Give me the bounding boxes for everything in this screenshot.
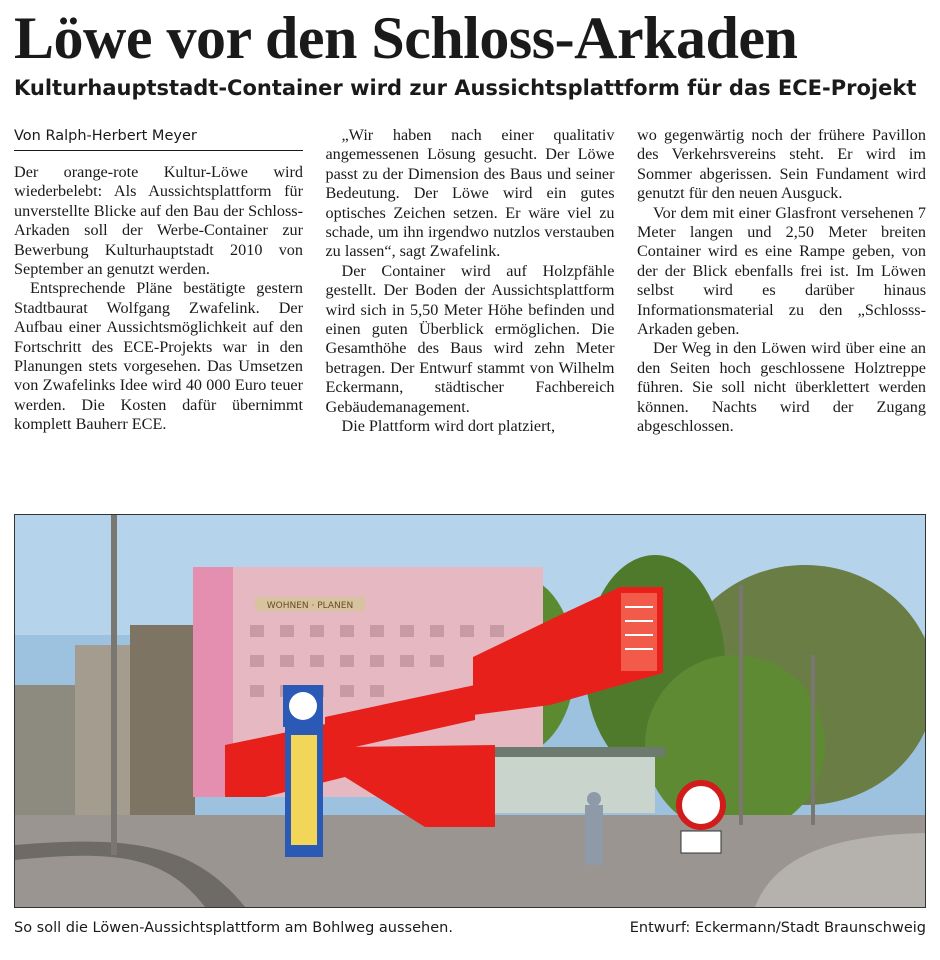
- traffic-pole: [811, 655, 815, 825]
- paragraph-3: „Wir haben nach einer qualitativ angemessenen Lösung gesucht. Der Löwe passt zu der Dimension des Baus und seiner Bedeutung. Der Löwe wird ein gutes optisches Zeichen setzen. Er wäre viel zu schade, um ihn irgendwo nutzlos verstauben zu lassen“, sagt Zwafelink.: [325, 126, 615, 261]
- container-glass-front: [621, 593, 657, 671]
- photo-credit: Entwurf: Eckermann/Stadt Braunschweig: [629, 920, 926, 936]
- photo-caption-row: [14, 918, 926, 938]
- paragraph-2: Entsprechende Pläne bestätigte gestern Stadtbaurat Wolfgang Zwafelink. Der Aufbau einer Aussichtsmöglichkeit auf den Fortschritt des ECE-Projekts war in den Planungen stets vorgesehen. Das Umsetzen von Zwafelinks Idee wird 40 000 Euro teuer werden. Die Kosten dafür übernimmt komplett Bauherr ECE.: [14, 279, 303, 434]
- article-column-1: [14, 126, 303, 486]
- pedestrian: [585, 805, 603, 865]
- article-photo: [14, 514, 926, 908]
- headline: Löwe vor den Schloss-Arkaden: [14, 5, 798, 71]
- byline: Von Ralph-Herbert Meyer: [14, 126, 303, 151]
- paragraph-5-end: wo gegenwärtig noch der frühere Pavillon des Verkehrsvereins steht. Er wird im Sommer abgerissen. Sein Fundament wird genutzt für den neuen Ausguck.: [637, 126, 926, 203]
- street-lamp: [739, 585, 743, 825]
- building-sign: WOHNEN · PLANEN: [266, 601, 354, 611]
- paragraph-4: Der Container wird auf Holzpfähle gestellt. Der Boden der Aussichtsplattform wird sich in 5,50 Meter Höhe befinden und einen guten Überblick ermöglichen. Die Gesamthöhe des Baus wird zehn Meter betragen. Der Entwurf stammt von Wilhelm Eckermann, städtischer Fachbereich Gebäudemanagement.: [325, 261, 615, 416]
- article-column-2: [326, 126, 615, 486]
- photo-montage-illustration: [15, 515, 925, 907]
- pedestrian-head: [587, 792, 601, 806]
- pillar-poster: [291, 735, 317, 845]
- paragraph-1: Der orange-rote Kultur-Löwe wird wiederbelebt: Als Aussichtsplattform für unverstellte Blicke auf den Bau der Schloss-Arkaden soll der Werbe-Container zur Bewerbung Kulturhauptstadt 2010 von September an genutzt werden.: [14, 163, 303, 279]
- traffic-sign-plate: [681, 831, 721, 853]
- paragraph-6: Vor dem mit einer Glasfront versehenen 7 Meter langen und 2,50 Meter breiten Container wird es eine Rampe geben, von der der Blick ebenfalls frei ist. Im Löwen selbst wird es darüber hinaus Informationsmaterial zu den „Schlosss-Arkaden geben.: [637, 203, 926, 339]
- clock-face: [289, 692, 317, 720]
- tree-lower: [645, 655, 825, 835]
- subheadline: Kulturhauptstadt-Container wird zur Aussichtsplattform für das ECE-Projekt: [14, 76, 917, 100]
- paragraph-5-start: Die Plattform wird dort platziert,: [341, 417, 556, 436]
- traffic-sign: [679, 783, 723, 827]
- utility-pole: [111, 515, 117, 855]
- article-body: [14, 126, 926, 486]
- article-column-3: [637, 126, 926, 486]
- photo-caption: So soll die Löwen-Aussichtsplattform am Bohlweg aussehen.: [14, 920, 453, 936]
- paragraph-7: Der Weg in den Löwen wird über eine an den Seiten hoch geschlossene Holztreppe führen. Sie soll nicht überklettert werden können. Nachts wird der Zugang abgeschlossen.: [637, 339, 926, 436]
